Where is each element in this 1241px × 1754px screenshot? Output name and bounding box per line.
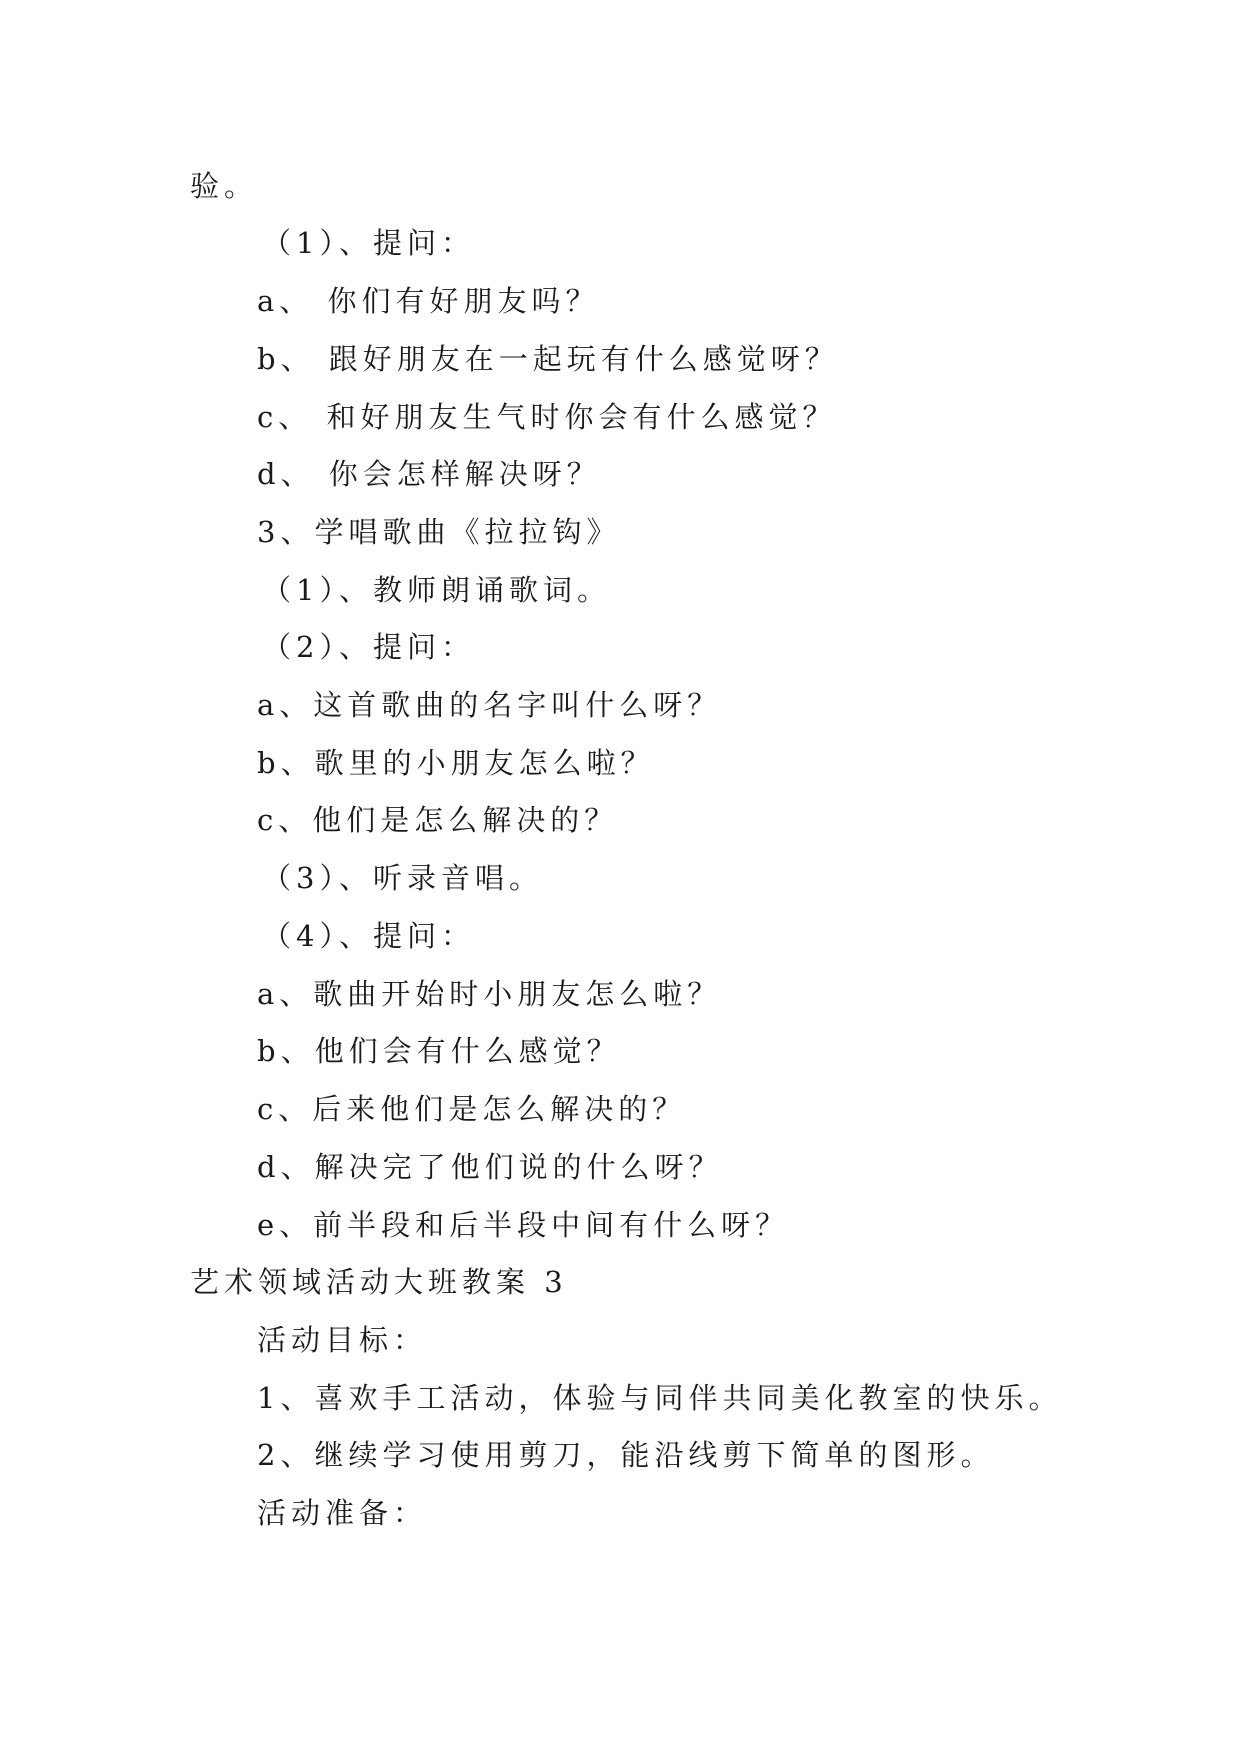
text-line-goal-2: 2、继续学习使用剪刀，能沿线剪下简单的图形。 <box>257 1438 995 1472</box>
text-line-step-4-a: a、歌曲开始时小朋友怎么啦？ <box>257 977 722 1011</box>
text-line-question-d: d、 你会怎样解决呀？ <box>257 457 601 491</box>
text-line-step-1: （1）、教师朗诵歌词。 <box>262 573 611 607</box>
text-line-question-heading: （1）、提问： <box>262 226 475 260</box>
text-line-step-2-a: a、这首歌曲的名字叫什么呀？ <box>257 688 722 722</box>
text-line-activity-prep: 活动准备： <box>257 1496 428 1530</box>
text-line-goal-1: 1、喜欢手工活动，体验与同伴共同美化教室的快乐。 <box>257 1381 1063 1415</box>
text-line-step-2: （2）、提问： <box>262 630 475 664</box>
text-line-step-3: （3）、听录音唱。 <box>262 861 543 895</box>
text-line-question-b: b、 跟好朋友在一起玩有什么感觉呀？ <box>257 342 839 376</box>
text-line-step-2-c: c、他们是怎么解决的？ <box>257 803 619 837</box>
text-line-step-4-b: b、他们会有什么感觉？ <box>257 1034 621 1068</box>
text-line-question-c: c、 和好朋友生气时你会有什么感觉？ <box>257 400 837 434</box>
text-line-continuation: 验。 <box>190 169 259 203</box>
text-line-activity-goals: 活动目标： <box>257 1323 428 1357</box>
text-line-section-3: 3、学唱歌曲《拉拉钩》 <box>257 515 621 549</box>
text-line-step-4-d: d、解决完了他们说的什么呀？ <box>257 1150 723 1184</box>
text-line-step-4-e: e、前半段和后半段中间有什么呀？ <box>257 1208 790 1242</box>
section-heading-lesson-3: 艺术领域活动大班教案 3 <box>190 1265 568 1299</box>
text-line-question-a: a、 你们有好朋友吗？ <box>257 284 600 318</box>
text-line-step-2-b: b、歌里的小朋友怎么啦？ <box>257 746 655 780</box>
text-line-step-4: （4）、提问： <box>262 919 475 953</box>
text-line-step-4-c: c、后来他们是怎么解决的？ <box>257 1092 687 1126</box>
